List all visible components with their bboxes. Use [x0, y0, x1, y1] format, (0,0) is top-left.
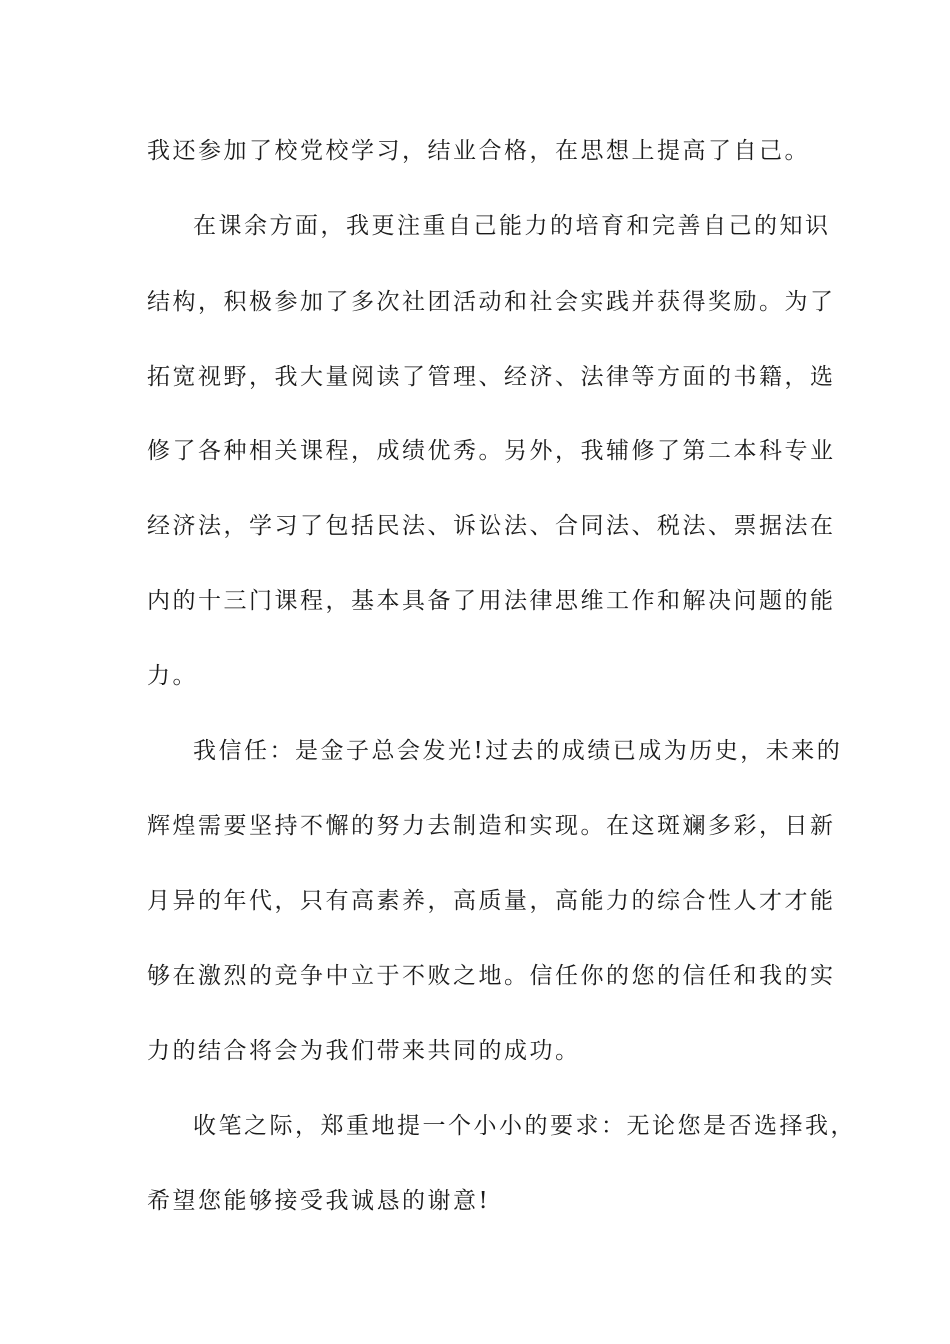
text-line: 经济法，学习了包括民法、诉讼法、合同法、税法、票据法在: [147, 513, 836, 539]
text-line: 结构，积极参加了多次社团活动和社会实践并获得奖励。为了: [147, 289, 836, 315]
text-line: 月异的年代，只有高素养，高质量，高能力的综合性人才才能: [147, 888, 836, 914]
text-line: 我还参加了校党校学习，结业合格，在思想上提高了自己。: [147, 138, 810, 164]
text-line: 修了各种相关课程，成绩优秀。另外，我辅修了第二本科专业: [147, 438, 836, 464]
paragraph-first-line: 在课余方面，我更注重自己能力的培育和完善自己的知识: [193, 213, 831, 239]
text-line: 内的十三门课程，基本具备了用法律思维工作和解决问题的能: [147, 588, 836, 614]
text-line: 力的结合将会为我们带来共同的成功。: [147, 1038, 581, 1064]
paragraph-first-line: 收笔之际，郑重地提一个小小的要求：无论您是否选择我，: [193, 1113, 856, 1139]
text-line: 希望您能够接受我诚恳的谢意!: [147, 1188, 491, 1214]
text-line: 辉煌需要坚持不懈的努力去制造和实现。在这斑斓多彩，日新: [147, 813, 836, 839]
text-line: 够在激烈的竞争中立于不败之地。信任你的您的信任和我的实: [147, 963, 836, 989]
text-line: 拓宽视野，我大量阅读了管理、经济、法律等方面的书籍，选: [147, 364, 836, 390]
paragraph-first-line: 我信任：是金子总会发光!过去的成绩已成为历史，未来的: [193, 738, 843, 764]
text-line: 力。: [147, 663, 198, 689]
